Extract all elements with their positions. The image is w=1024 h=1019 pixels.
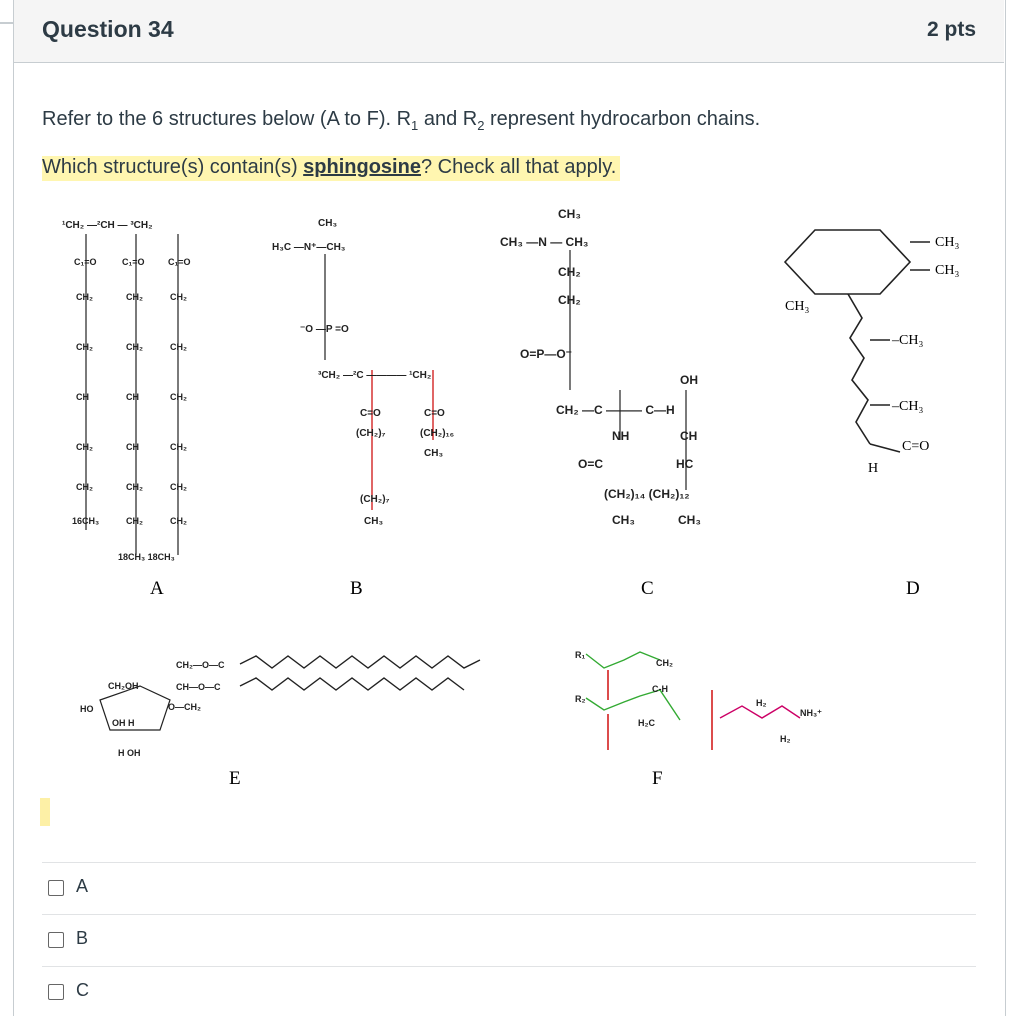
svg-text:R₂: R₂ — [575, 694, 586, 704]
structure-label-b: B — [350, 578, 363, 599]
svg-text:CH: CH — [126, 392, 139, 402]
answer-option-c[interactable] — [42, 966, 976, 1019]
svg-text:CH₂: CH₂ — [126, 292, 143, 302]
structure-label-c: C — [641, 578, 654, 599]
svg-text:CH₃: CH₃ — [424, 448, 444, 459]
option-label-c: C — [76, 980, 89, 1000]
structure-c-drawing — [500, 207, 701, 527]
structure-label-e: E — [229, 768, 241, 789]
answer-marker — [40, 798, 50, 826]
checkbox-b[interactable] — [48, 932, 64, 948]
svg-text:OH H: OH H — [112, 718, 135, 728]
svg-text:CH₂: CH₂ — [76, 482, 93, 492]
question-header — [14, 0, 1004, 63]
left-divider — [0, 22, 13, 24]
svg-text:CH₃: CH₃ — [364, 516, 384, 527]
structure-label-d: D — [906, 578, 920, 599]
svg-text:C₁=O: C₁=O — [168, 257, 191, 267]
svg-text:CH—O—C: CH—O—C — [176, 682, 221, 692]
svg-text:CH₂: CH₂ — [76, 292, 93, 302]
svg-text:R₁: R₁ — [575, 650, 586, 660]
svg-text:NH₃⁺: NH₃⁺ — [800, 708, 822, 718]
svg-text:H₃C —N⁺—CH₃: H₃C —N⁺—CH₃ — [272, 242, 346, 253]
svg-text:CH₂: CH₂ — [558, 293, 581, 307]
svg-text:CH₂: CH₂ — [170, 442, 187, 452]
svg-text:CH₂: CH₂ — [170, 342, 187, 352]
svg-text:CH₃: CH₃ — [935, 263, 960, 278]
svg-text:C=O: C=O — [360, 408, 381, 419]
svg-text:O=C: O=C — [578, 457, 604, 471]
svg-text:H OH: H OH — [118, 748, 141, 758]
checkbox-c[interactable] — [48, 984, 64, 1000]
svg-text:CH₃: CH₃ — [612, 513, 635, 527]
svg-text:C₁=O: C₁=O — [122, 257, 145, 267]
svg-text:HC: HC — [676, 457, 694, 471]
svg-text:(CH₂)₁₆: (CH₂)₁₆ — [420, 428, 455, 439]
svg-text:CH₂: CH₂ — [170, 292, 187, 302]
structure-a-drawing — [62, 220, 190, 562]
option-label-a: A — [76, 876, 89, 896]
question-intro: Refer to the 6 structures below (A to F). $R_1$ and $R_2$ represent hydrocarbon chains. — [42, 108, 761, 133]
svg-text:CH₂: CH₂ — [126, 342, 143, 352]
svg-text:NH: NH — [612, 429, 630, 443]
structure-e-drawing — [80, 656, 480, 758]
keyword-sphingosine: sphingosine — [303, 156, 421, 178]
svg-text:CH₂ —C ——— C—H: CH₂ —C ——— C—H — [556, 403, 675, 417]
svg-text:CH₃: CH₃ — [678, 513, 701, 527]
svg-text:CH₃: CH₃ — [318, 218, 338, 229]
svg-text:⁻O —P =O: ⁻O —P =O — [300, 324, 349, 335]
svg-text:CH₂—O—C: CH₂—O—C — [176, 660, 225, 670]
svg-text:³CH₂ —²C ———— ¹CH₂: ³CH₂ —²C ———— ¹CH₂ — [318, 370, 432, 381]
svg-text:(CH₂)₇: (CH₂)₇ — [360, 494, 390, 505]
svg-text:H: H — [868, 461, 879, 476]
svg-text:CH₂: CH₂ — [170, 516, 187, 526]
svg-text:CH₂: CH₂ — [76, 342, 93, 352]
option-label-b: B — [76, 928, 89, 948]
svg-text:HO: HO — [80, 704, 94, 714]
question-prompt: Which structure(s) contain(s) sphingosine? Check all that apply. — [42, 156, 620, 181]
svg-text:C=O: C=O — [424, 408, 445, 419]
svg-text:H₂C: H₂C — [638, 718, 655, 728]
svg-text:CH₂OH: CH₂OH — [108, 681, 139, 691]
svg-text:CH₃: CH₃ — [558, 207, 581, 221]
svg-text:O—CH₂: O—CH₂ — [168, 702, 201, 712]
svg-text:16CH₃: 16CH₃ — [72, 516, 100, 526]
svg-text:¹CH₂ —²CH — ³CH₂: ¹CH₂ —²CH — ³CH₂ — [62, 220, 153, 231]
svg-text:C₁=O: C₁=O — [74, 257, 97, 267]
svg-text:H₂: H₂ — [756, 698, 767, 708]
svg-text:H₂: H₂ — [780, 734, 791, 744]
structure-d-labels — [785, 235, 959, 476]
svg-text:CH₂: CH₂ — [126, 482, 143, 492]
svg-text:O=P—O⁻: O=P—O⁻ — [520, 347, 573, 361]
checkbox-a[interactable] — [48, 880, 64, 896]
svg-text:CH₃ —N — CH₃: CH₃ —N — CH₃ — [500, 235, 589, 249]
question-points: 2 pts — [926, 18, 976, 41]
svg-text:C-H: C-H — [652, 684, 668, 694]
structure-label-a: A — [150, 578, 164, 599]
structures-figure — [0, 190, 1024, 800]
svg-text:CH₂: CH₂ — [76, 442, 93, 452]
svg-text:CH₂: CH₂ — [170, 392, 187, 402]
svg-text:OH: OH — [680, 373, 698, 387]
svg-text:–CH₃: –CH₃ — [892, 333, 924, 348]
question-title: Question 34 — [42, 16, 174, 42]
svg-text:–CH₃: –CH₃ — [892, 399, 924, 414]
svg-text:CH₂: CH₂ — [170, 482, 187, 492]
answer-option-b[interactable] — [42, 914, 976, 967]
svg-text:CH: CH — [76, 392, 89, 402]
svg-text:(CH₂)₁₄ (CH₂)₁₂: (CH₂)₁₄ (CH₂)₁₂ — [604, 487, 690, 501]
svg-text:CH₂: CH₂ — [656, 658, 673, 668]
answer-option-a[interactable] — [42, 862, 976, 915]
svg-text:CH₂: CH₂ — [558, 265, 581, 279]
svg-text:C=O: C=O — [902, 439, 930, 454]
svg-text:CH₃: CH₃ — [785, 299, 810, 314]
structure-label-f: F — [652, 768, 663, 789]
svg-text:CH: CH — [680, 429, 698, 443]
structure-b-drawing — [272, 218, 454, 527]
svg-text:CH₂: CH₂ — [126, 516, 143, 526]
svg-text:18CH₃ 18CH₃: 18CH₃ 18CH₃ — [118, 552, 175, 562]
svg-text:(CH₂)₇: (CH₂)₇ — [356, 428, 386, 439]
structure-f-drawing — [575, 650, 822, 750]
svg-text:CH₃: CH₃ — [935, 235, 960, 250]
svg-text:CH: CH — [126, 442, 139, 452]
